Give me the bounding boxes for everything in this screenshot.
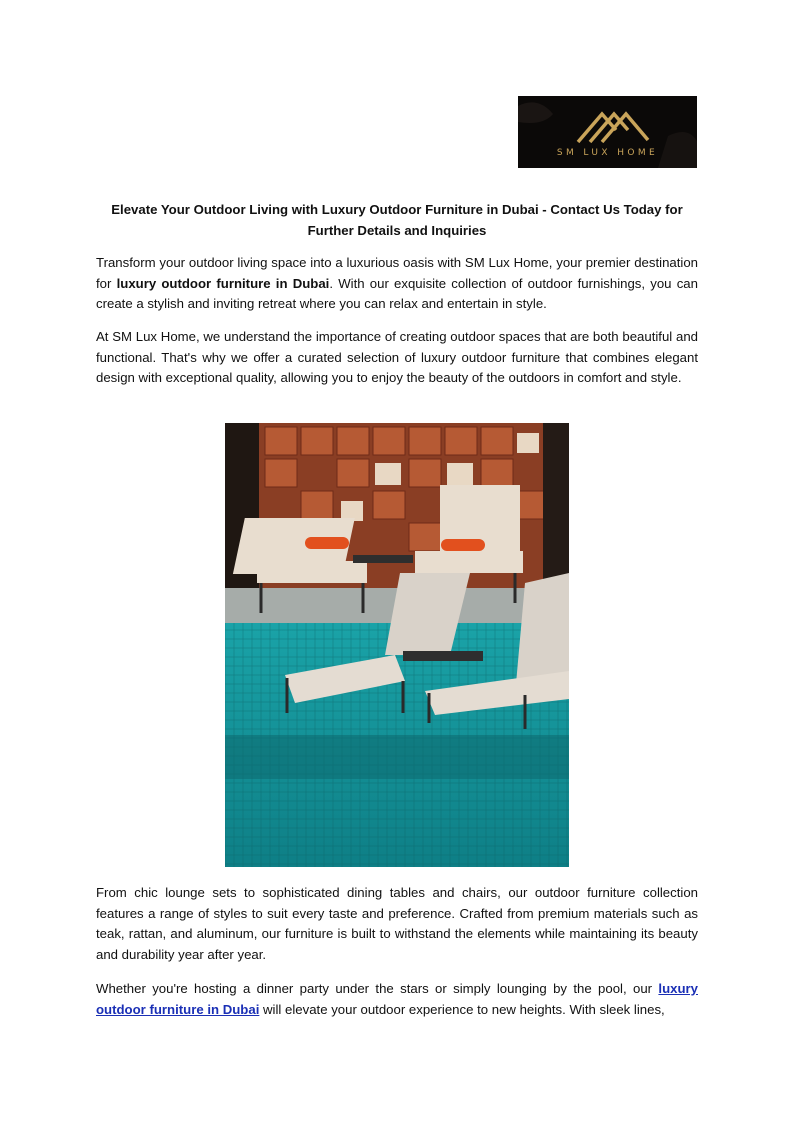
logo-text: SM LUX HOME	[556, 148, 659, 158]
luxury-furniture-link[interactable]: luxury outdoor furniture in Dubai	[96, 981, 698, 1017]
paragraph-intro: Transform your outdoor living space into a luxurious oasis with SM Lux Home, your premier destination for luxury outdoor furniture in Dubai. With our exquisite collection of outdoor furnishings, you can create a stylish and inviting retreat where you can relax and entertain in style.	[96, 255, 698, 312]
paragraph-experience: Whether you're hosting a dinner party under the stars or simply lounging by the pool, our luxury outdoor furniture in Dubai will elevate your outdoor experience to new heights. With sleek lines,	[96, 981, 698, 1017]
paragraph-collection: From chic lounge sets to sophisticated dining tables and chairs, our outdoor furniture collection features a range of styles to suit every taste and preference. Crafted from premium materials such as teak, rattan, and aluminum, our furniture is built to withstand the elements while maintaining its beauty and durability year after year.	[96, 885, 698, 962]
keyword-bold: luxury outdoor furniture in Dubai	[116, 275, 330, 291]
paragraph-about: At SM Lux Home, we understand the importance of creating outdoor spaces that are both beautiful and functional. That's why we offer a curated selection of luxury outdoor furniture that combines elegant design with exceptional quality, allowing you to enjoy the beauty of the outdoors in comfort and style.	[96, 329, 698, 386]
poolside-loungers-photo	[225, 423, 569, 867]
page-title: Elevate Your Outdoor Living with Luxury Outdoor Furniture in Dubai - Contact Us Today for Further Details and Inquiries	[111, 202, 683, 238]
brand-logo	[518, 96, 697, 168]
